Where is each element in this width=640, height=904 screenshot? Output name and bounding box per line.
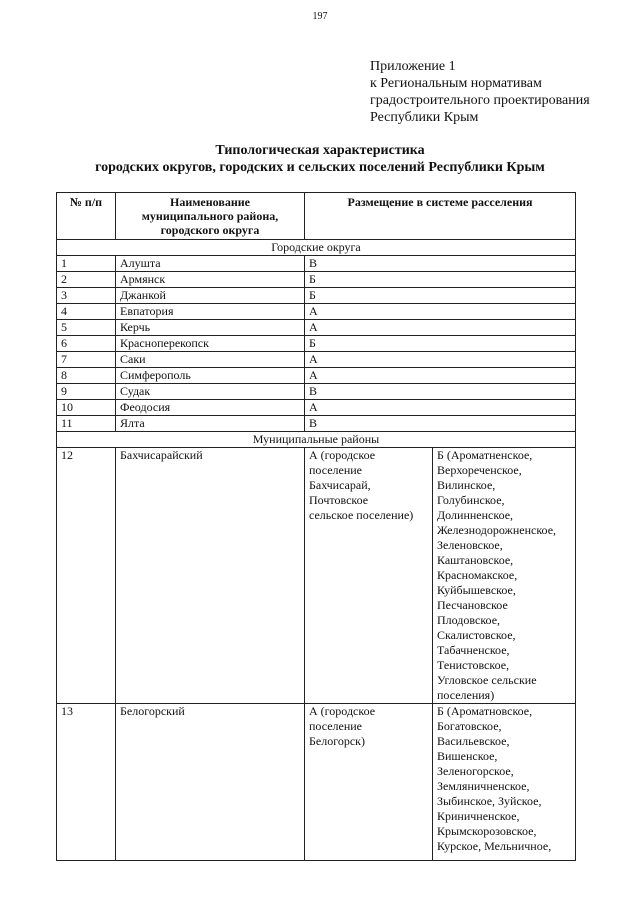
cell-placement: А xyxy=(305,368,576,384)
cell-name: Керчь xyxy=(116,320,305,336)
cell-placement-a xyxy=(305,704,433,861)
placement-line: Плодовское, xyxy=(437,613,501,627)
placement-line: А (городское xyxy=(309,448,376,462)
header-name-line: муниципального района, xyxy=(141,209,279,223)
table-row xyxy=(57,416,576,432)
placement-line: поселение xyxy=(309,719,363,733)
placement-line: Вишенское, xyxy=(437,749,498,763)
appendix-line: Приложение 1 xyxy=(370,59,456,74)
placement-line: Курское, Мельничное, xyxy=(437,839,552,853)
cell-num: 2 xyxy=(57,272,116,288)
header-name xyxy=(116,193,305,240)
placement-line: Верхореченское, xyxy=(437,463,522,477)
table-row xyxy=(57,400,576,416)
cell-placement: В xyxy=(305,256,576,272)
cell-placement: А xyxy=(305,304,576,320)
typology-table xyxy=(56,192,576,861)
table-row xyxy=(57,320,576,336)
placement-line: Железнодорожненское, xyxy=(437,523,557,537)
table-row xyxy=(57,336,576,352)
placement-line: Б (Ароматненское, xyxy=(437,448,533,462)
cell-name: Алушта xyxy=(116,256,305,272)
placement-line: Бахчисарай, xyxy=(309,478,371,492)
placement-line: Васильевское, xyxy=(437,734,510,748)
cell-name: Феодосия xyxy=(116,400,305,416)
placement-line: Б (Ароматновское, xyxy=(437,704,533,718)
placement-line: Куйбышевское, xyxy=(437,583,516,597)
table-row xyxy=(57,368,576,384)
cell-num: 4 xyxy=(57,304,116,320)
header-num: № п/п xyxy=(57,193,116,240)
placement-line: Зеленогорское, xyxy=(437,764,514,778)
placement-line: Криничненское, xyxy=(437,809,520,823)
placement-line: Угловское сельские xyxy=(437,673,537,687)
placement-line: Долинненское, xyxy=(437,508,514,522)
cell-placement: А xyxy=(305,352,576,368)
appendix-line: градостроительного проектирования xyxy=(370,93,590,108)
cell-num: 7 xyxy=(57,352,116,368)
cell-num: 12 xyxy=(57,448,116,704)
section-title-urban: Городские округа xyxy=(57,240,576,256)
table-row xyxy=(57,288,576,304)
placement-line: Скалистовское, xyxy=(437,628,516,642)
cell-num: 8 xyxy=(57,368,116,384)
placement-line: А (городское xyxy=(309,704,376,718)
placement-line: поселение xyxy=(309,463,363,477)
cell-num: 11 xyxy=(57,416,116,432)
placement-line: Почтовское xyxy=(309,493,369,507)
placement-line: Зыбинское, Зуйское, xyxy=(437,794,542,808)
cell-placement: А xyxy=(305,320,576,336)
placement-line: Белогорск) xyxy=(309,734,365,748)
cell-placement: Б xyxy=(305,288,576,304)
placement-line: Красномакское, xyxy=(437,568,518,582)
table-row xyxy=(57,352,576,368)
placement-line: Тенистовское, xyxy=(437,658,510,672)
section-row-urban xyxy=(57,240,576,256)
header-placement: Размещение в системе расселения xyxy=(305,193,576,240)
cell-num: 10 xyxy=(57,400,116,416)
cell-name: Красноперекопск xyxy=(116,336,305,352)
cell-name: Судак xyxy=(116,384,305,400)
table-row xyxy=(57,384,576,400)
title-line: городских округов, городских и сельских поселений Республики Крым xyxy=(95,160,545,175)
placement-line: Табачненское, xyxy=(437,643,510,657)
table-row xyxy=(57,448,576,704)
cell-placement: В xyxy=(305,416,576,432)
placement-line: Богатовское, xyxy=(437,719,502,733)
header-name-line: Наименование xyxy=(170,195,250,209)
cell-name: Армянск xyxy=(116,272,305,288)
appendix-line: Республики Крым xyxy=(370,110,479,125)
cell-placement-b xyxy=(433,448,576,704)
cell-name: Саки xyxy=(116,352,305,368)
appendix-reference xyxy=(370,58,590,126)
document-title xyxy=(0,142,640,176)
table-row xyxy=(57,304,576,320)
title-line: Типологическая характеристика xyxy=(215,143,425,158)
cell-num: 1 xyxy=(57,256,116,272)
page-number: 197 xyxy=(312,11,328,22)
placement-line: сельское поселение) xyxy=(309,508,414,522)
cell-placement: Б xyxy=(305,272,576,288)
appendix-line: к Региональным нормативам xyxy=(370,76,542,91)
section-row-districts xyxy=(57,432,576,448)
cell-placement: Б xyxy=(305,336,576,352)
cell-name: Бахчисарайский xyxy=(116,448,305,704)
cell-placement-b xyxy=(433,704,576,861)
cell-name: Симферополь xyxy=(116,368,305,384)
cell-name: Джанкой xyxy=(116,288,305,304)
placement-line: Песчановское xyxy=(437,598,508,612)
cell-num: 5 xyxy=(57,320,116,336)
placement-line: Каштановское, xyxy=(437,553,514,567)
cell-placement: В xyxy=(305,384,576,400)
section-title-districts: Муниципальные районы xyxy=(57,432,576,448)
cell-name: Ялта xyxy=(116,416,305,432)
placement-line: Вилинское, xyxy=(437,478,496,492)
cell-name: Евпатория xyxy=(116,304,305,320)
placement-line: Крымскорозовское, xyxy=(437,824,537,838)
header-name-line: городского округа xyxy=(160,223,260,237)
cell-num: 13 xyxy=(57,704,116,861)
placement-line: Голубинское, xyxy=(437,493,505,507)
table-row xyxy=(57,272,576,288)
table-row xyxy=(57,256,576,272)
cell-placement-a xyxy=(305,448,433,704)
placement-line: Зеленовское, xyxy=(437,538,503,552)
cell-name: Белогорский xyxy=(116,704,305,861)
cell-num: 9 xyxy=(57,384,116,400)
cell-num: 6 xyxy=(57,336,116,352)
placement-line: поселения) xyxy=(437,688,495,702)
cell-num: 3 xyxy=(57,288,116,304)
table-header-row xyxy=(57,193,576,240)
placement-line: Земляничненское, xyxy=(437,779,530,793)
table-row xyxy=(57,704,576,861)
cell-placement: А xyxy=(305,400,576,416)
